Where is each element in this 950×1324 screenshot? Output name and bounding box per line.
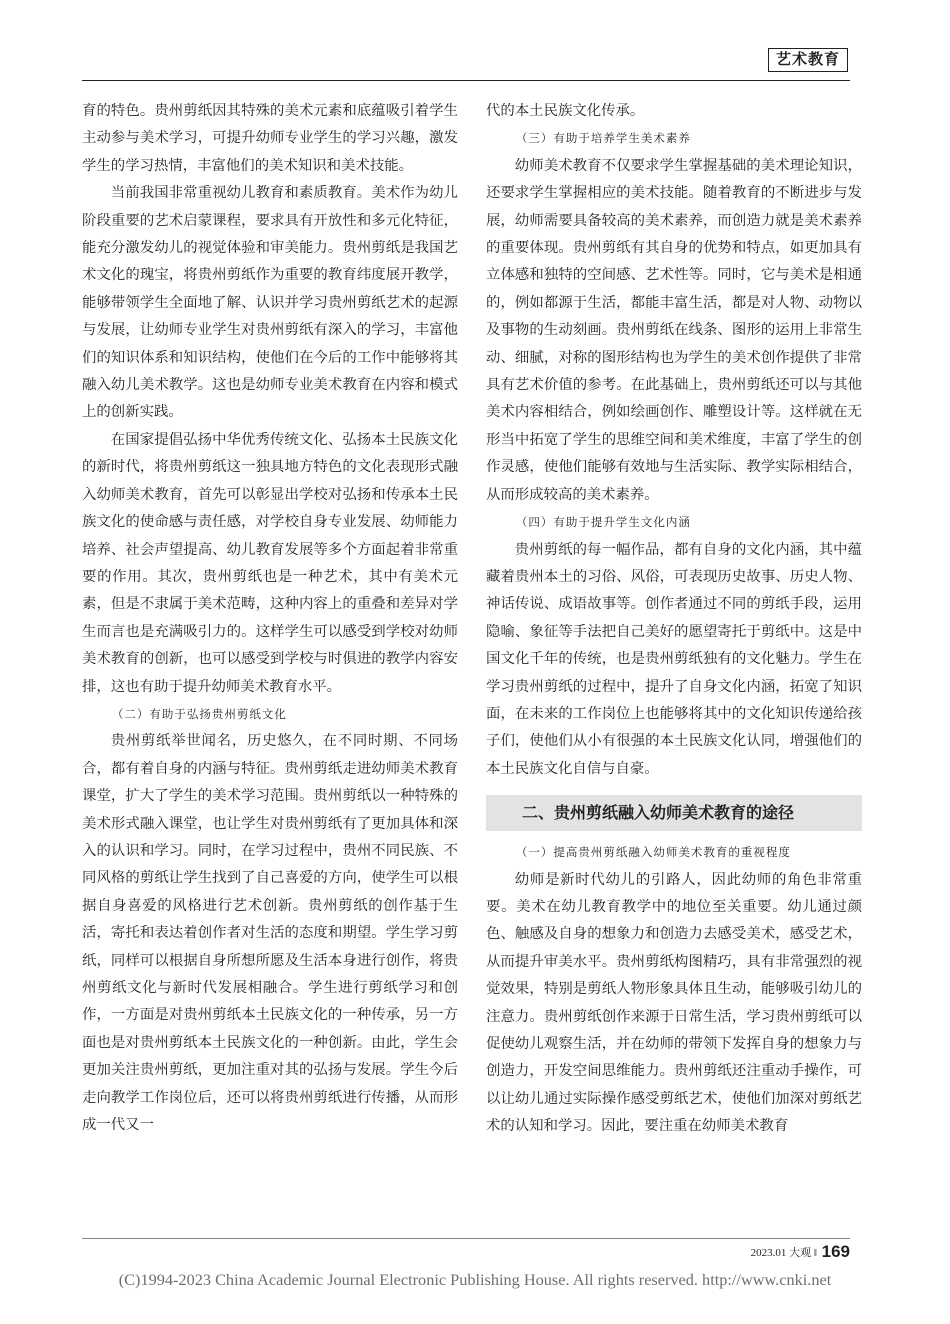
paragraph: 代的本土民族文化传承。 bbox=[486, 103, 645, 119]
page-number: 169 bbox=[821, 1242, 850, 1261]
paragraph: 幼师美术教育不仅要求学生掌握基础的美术理论知识，还要求学生掌握相应的美术技能。随着教育的不断进步与发展，幼师需要具备较高的美术素养，而创造力就是美术素养的重要体现。贵州剪纸有其自身的优势和特点，如更加具有立体感和独特的空间感、艺术性等。同时，它与美术是相通的，例如都源于生活，都能丰富生活，都是对人物、动物以及事物的生动刻画。贵州剪纸在线条、图形的运用上非常生动、细腻，对称的图形结构也为学生的美术创作提供了非常具有艺术价值的参考。在此基础上，贵州剪纸还可以与其他美术内容相结合，例如绘画创作、雕塑设计等。这样就在无形当中拓宽了学生的思维空间和美术维度，丰富了学生的创作灵感，使他们能够有效地与生活实际、教学实际相结合，从而形成较高的美术素养。 bbox=[486, 157, 862, 503]
footer-rule bbox=[82, 1238, 850, 1239]
paragraph: 贵州剪纸的每一幅作品，都有自身的文化内涵，其中蕴藏着贵州本土的习俗、风俗，可表现历史故事、历史人物、神话传说、成语故事等。创作者通过不同的剪纸手段，运用隐喻、象征等手法把自己美好的愿望寄托于剪纸中。这是中国文化千年的传统，也是贵州剪纸独有的文化魅力。学生在学习贵州剪纸的过程中，提升了自身文化内涵，拓宽了知识面，在未来的工作岗位上也能够将其中的文化知识传递给孩子们，使他们从小有很强的本土民族文化认同，增强他们的本土民族文化自信与自豪。 bbox=[486, 541, 862, 777]
subheading: （二）有助于弘扬贵州剪纸文化 bbox=[111, 706, 287, 721]
paragraph: 在国家提倡弘扬中华优秀传统文化、弘扬本土民族文化的新时代，将贵州剪纸这一独具地方特色的文化表现形式融入幼师美术教育，首先可以彰显出学校对弘扬和传承本土民族文化的使命感与责任感，对学校自身专业发展、幼师能力培养、社会声望提高、幼儿教育发展等多个方面起着非常重要的作用。其次，贵州剪纸也是一种艺术，其中有美术元素，但是不隶属于美术范畴，这种内容上的重叠和差异对学生而言也是充满吸引力的。这样学生可以感受到学校对幼师美术教育的创新，也可以感受到学校与时俱进的教学内容安排，这也有助于提升幼师美术教育水平。 bbox=[82, 431, 458, 695]
subheading: （四）有助于提升学生文化内涵 bbox=[515, 515, 691, 530]
right-column bbox=[486, 98, 862, 1141]
paragraph: 当前我国非常重视幼儿教育和素质教育。美术作为幼儿阶段重要的艺术启蒙课程，要求具有开放性和多元化特征，能充分激发幼儿的视觉体验和审美能力。贵州剪纸是我国艺术文化的瑰宝，将贵州剪纸作为重要的教育纬度展开教学，能够带领学生全面地了解、认识并学习贵州剪纸艺术的起源与发展，让幼师专业学生对贵州剪纸有深入的学习，丰富他们的知识体系和知识结构，使他们在今后的工作中能够将其融入幼儿美术教学。这也是幼师专业美术教育在内容和模式上的创新实践。 bbox=[82, 185, 458, 421]
copyright-notice: (C)1994-2023 China Academic Journal Electronic Publishing House. All rights reserved. http://www.cnki.net bbox=[118, 1270, 832, 1289]
paragraph: 幼师是新时代幼儿的引路人，因此幼师的角色非常重要。美术在幼儿教育教学中的地位至关重要。幼儿通过颜色、触感及自身的想象力和创造力去感受美术，感受艺术，从而提升审美水平。贵州剪纸构图精巧，具有非常强烈的视觉效果，特别是剪纸人物形象具体且生动，能够吸引幼儿的注意力。贵州剪纸创作来源于日常生活，学习贵州剪纸可以促使幼儿观察生活，并在幼师的带领下发挥自身的想象力与创造力，开发空间思维能力。贵州剪纸还注重动手操作，可以让幼儿通过实际操作感受剪纸艺术，使他们加深对剪纸艺术的认知和学习。因此，要注重在幼师美术教育 bbox=[486, 871, 862, 1135]
paragraph: 育的特色。贵州剪纸因其特殊的美术元素和底蕴吸引着学生主动参与美术学习，可提升幼师专业学生的学习兴趣，激发学生的学习热情，丰富他们的美术知识和美术技能。 bbox=[82, 103, 458, 174]
left-column bbox=[82, 98, 458, 1139]
header-rule bbox=[82, 80, 850, 81]
issue-label: 2023.01 大观 ‖ bbox=[750, 1247, 817, 1259]
section-label: 艺术教育 bbox=[768, 48, 848, 72]
paragraph: 贵州剪纸举世闻名，历史悠久，在不同时期、不同场合，都有着自身的内涵与特征。贵州剪纸走进幼师美术教育课堂，扩大了学生的美术学习范围。贵州剪纸以一种特殊的美术形式融入课堂，也让学生对贵州剪纸有了更加具体和深入的认识和学习。同时，在学习过程中，贵州不同民族、不同风格的剪纸让学生找到了自己喜爱的方向，使学生可以根据自身喜爱的风格进行艺术创新。贵州剪纸的创作基于生活，寄托和表达着创作者对生活的态度和期望。学生学习剪纸，同样可以根据自身所想所愿及生活本身进行创作，将贵州剪纸文化与新时代发展相融合。学生进行剪纸学习和创作，一方面是对贵州剪纸本土民族文化的一种传承，另一方面也是对贵州剪纸本土民族文化的一种创新。由此，学生会更加关注贵州剪纸，更加注重对其的弘扬与发展。学生今后走向教学工作岗位后，还可以将贵州剪纸进行传播，从而形成一代又一 bbox=[82, 733, 458, 1134]
section-heading: 二、贵州剪纸融入幼师美术教育的途径 bbox=[486, 795, 862, 831]
subheading: （一）提高贵州剪纸融入幼师美术教育的重视程度 bbox=[515, 845, 791, 860]
subheading: （三）有助于培养学生美术素养 bbox=[515, 131, 691, 146]
